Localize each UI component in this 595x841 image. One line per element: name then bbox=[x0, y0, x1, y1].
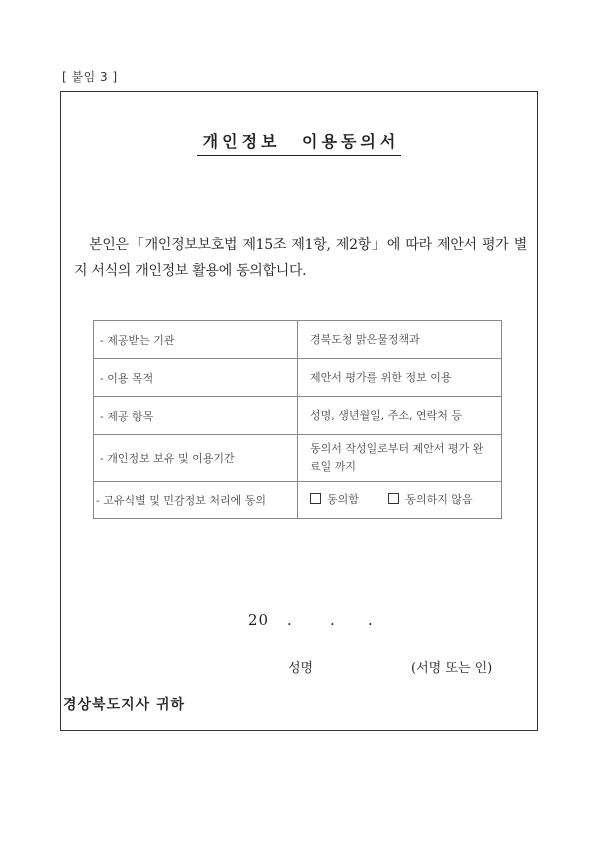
consent-row bbox=[94, 482, 502, 519]
row-key: - 제공받는 기관 bbox=[94, 321, 298, 359]
date-sep-1: . bbox=[287, 611, 293, 629]
row-key: - 이용 목적 bbox=[94, 359, 298, 397]
row-value: 경북도청 맑은물정책과 bbox=[298, 321, 502, 359]
row-key: - 제공 항목 bbox=[94, 397, 298, 435]
consent-form bbox=[60, 91, 538, 731]
form-title-wrap bbox=[61, 129, 537, 152]
agree-label: 동의함 bbox=[327, 493, 359, 506]
date-sep-3: . bbox=[368, 611, 374, 629]
consent-row-key: - 고유식별 및 민감정보 처리에 동의 bbox=[94, 482, 298, 519]
row-value: 제안서 평가를 위한 정보 이용 bbox=[298, 359, 502, 397]
agree-checkbox[interactable] bbox=[310, 493, 321, 504]
addressee: 경상북도지사 귀하 bbox=[63, 697, 186, 713]
attachment-label: [ 붙임 3 ] bbox=[62, 70, 118, 84]
table-row bbox=[94, 359, 502, 397]
signature-label: 성명 bbox=[288, 661, 314, 676]
info-table bbox=[93, 320, 502, 519]
table-row bbox=[94, 321, 502, 359]
signature-note: (서명 또는 인) bbox=[411, 661, 493, 676]
date-year: 20 bbox=[248, 611, 270, 629]
date-sep-2: . bbox=[330, 611, 336, 629]
row-value: 성명, 생년월일, 주소, 연락처 등 bbox=[298, 397, 502, 435]
disagree-checkbox[interactable] bbox=[388, 493, 399, 504]
intro-paragraph: 본인은「개인정보보호법 제15조 제1항, 제2항」에 따라 제안서 평가 별지 서식의 개인정보 활용에 동의합니다. bbox=[74, 237, 527, 279]
row-key: - 개인정보 보유 및 이용기간 bbox=[94, 435, 298, 482]
row-value: 동의서 작성일로부터 제안서 평가 완료일 까지 bbox=[298, 435, 502, 482]
disagree-label: 동의하지 않음 bbox=[405, 493, 473, 506]
table-row bbox=[94, 397, 502, 435]
form-title: 개인정보 이용동의서 bbox=[197, 132, 402, 156]
table-row bbox=[94, 435, 502, 482]
consent-options bbox=[298, 482, 502, 519]
